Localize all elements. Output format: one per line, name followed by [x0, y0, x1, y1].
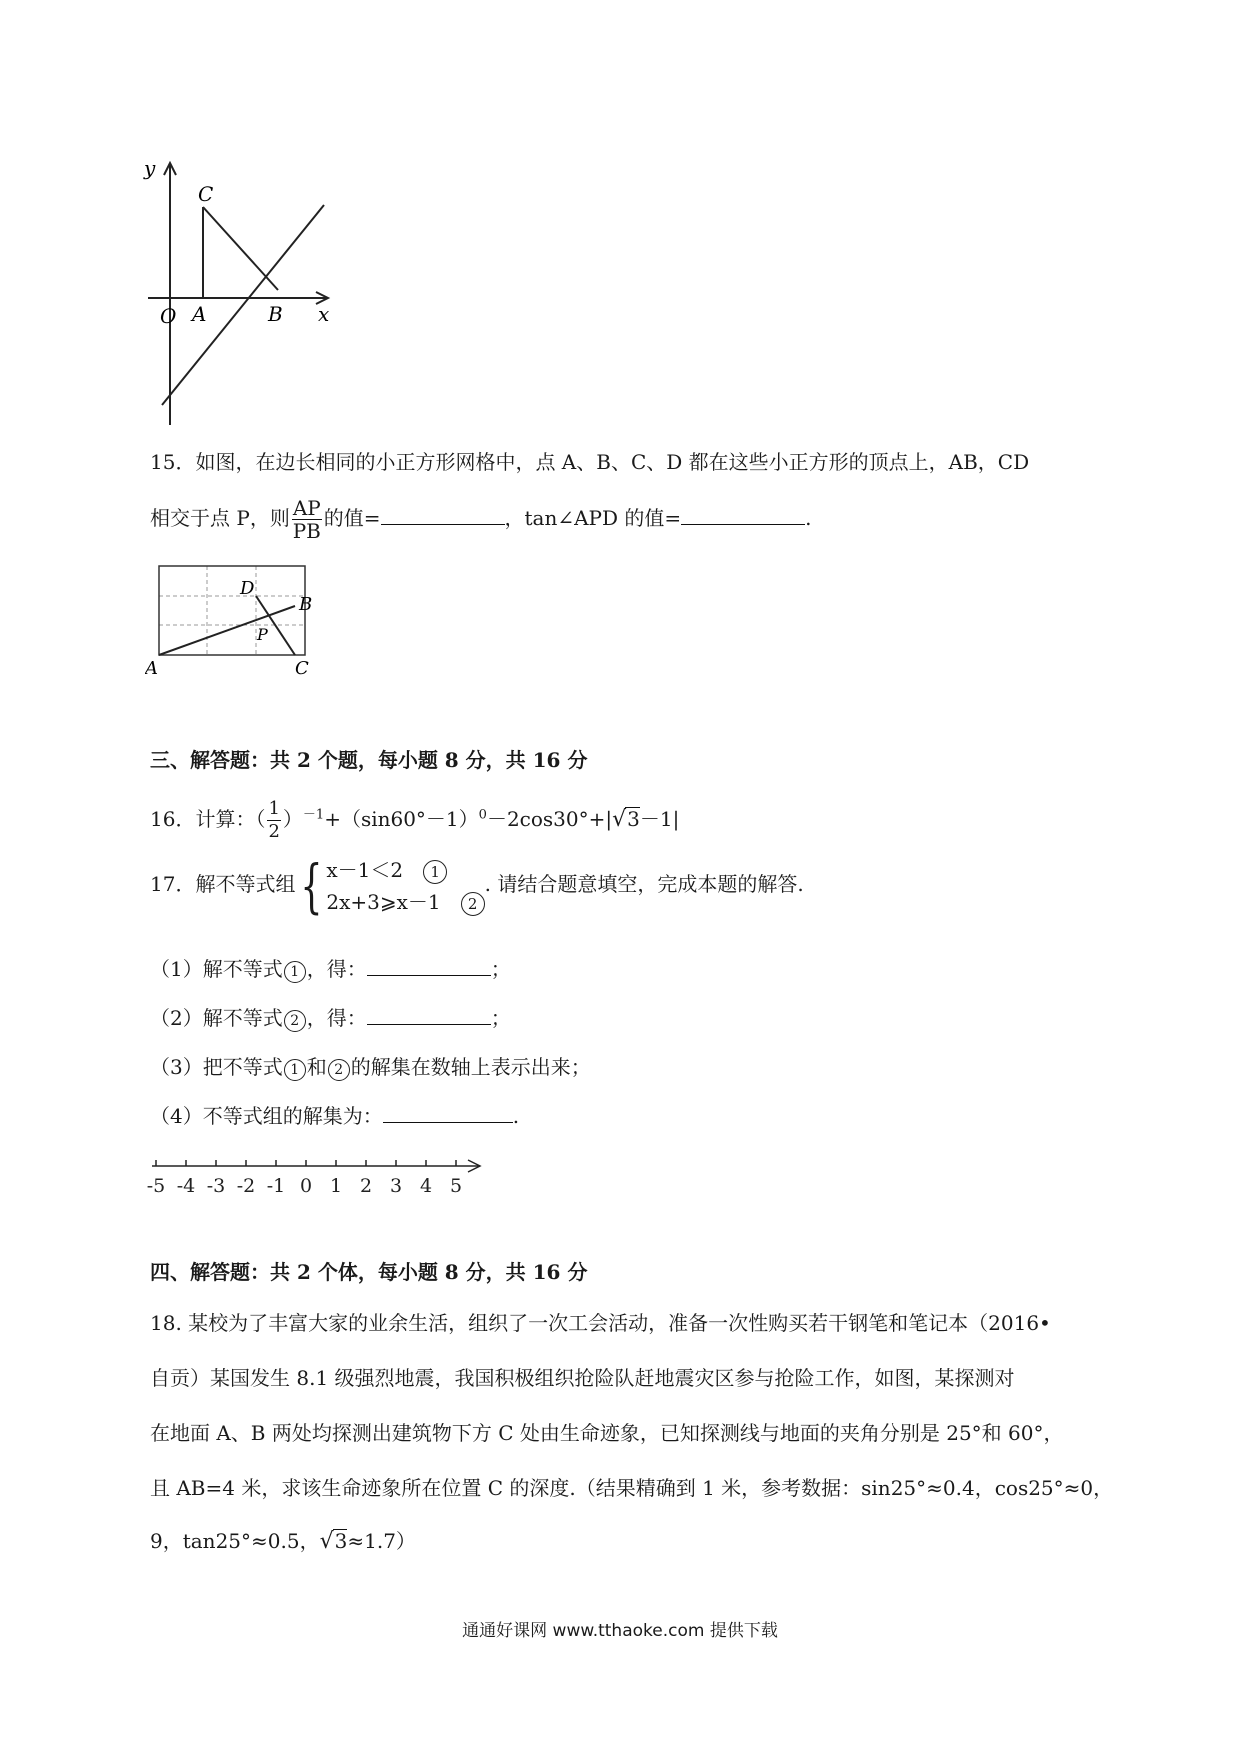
circled-2-icon: 2 — [284, 1010, 306, 1032]
label-p: P — [257, 625, 268, 644]
fraction-denominator: 2 — [268, 821, 280, 842]
q16-line — [150, 798, 679, 843]
inequality-2 — [326, 886, 484, 918]
item3-and: 和 — [306, 1055, 327, 1079]
sqrt-radicand: 3 — [334, 1529, 348, 1553]
label-a: A — [145, 658, 158, 676]
circled-2-icon: 2 — [328, 1059, 350, 1081]
item2-text: （2）解不等式 — [150, 1006, 283, 1030]
section-4-heading: 四、解答题：共 2 个体，每小题 8 分，共 16 分 — [150, 1260, 588, 1284]
q18-line5 — [150, 1527, 416, 1556]
q15-tan-label: ，tan∠APD 的值= — [504, 506, 682, 530]
circled-1-icon: 1 — [284, 1059, 306, 1081]
q16-term-cos: －2cos30°+| — [486, 807, 613, 831]
label-x: x — [318, 302, 330, 326]
section-3-heading: 三、解答题：共 2 个题，每小题 8 分，共 16 分 — [150, 748, 588, 772]
q17-item4 — [150, 1102, 519, 1130]
label-y: y — [144, 156, 156, 180]
q15-text: 相交于点 P，则 — [150, 506, 290, 530]
q18-line3: 在地面 A、B 两处均探测出建筑物下方 C 处由生命迹象，已知探测线与地面的夹角分别是 25°和 60°， — [150, 1421, 1064, 1445]
brace-icon: { — [300, 851, 323, 920]
item3-text: （3）把不等式 — [150, 1055, 283, 1079]
circled-2-icon: 2 — [461, 892, 485, 916]
q16-prefix: 16．计算：（ — [150, 807, 266, 831]
answer-blank-item2[interactable] — [367, 1004, 491, 1025]
segment-ab — [159, 606, 295, 655]
inequality-system — [326, 854, 484, 918]
number-line-label: 3 — [389, 1175, 403, 1197]
answer-blank-tan[interactable] — [681, 504, 805, 525]
q16-paren: ） — [282, 807, 303, 831]
q16-exponent-zero: 0 — [478, 807, 487, 823]
q16-exponent-neg1: －1 — [302, 807, 325, 823]
grid-figure — [145, 558, 345, 676]
fraction-ap-pb — [292, 497, 322, 542]
fraction-numerator: 1 — [268, 798, 280, 819]
coordinate-figure — [140, 155, 340, 425]
label-c: C — [295, 658, 309, 676]
label-d: D — [240, 578, 255, 599]
q17-item1 — [150, 955, 511, 983]
sqrt-radicand: 3 — [627, 807, 640, 831]
item1-get: ，得： — [306, 957, 367, 981]
label-o: O — [160, 304, 177, 328]
label-a: A — [192, 302, 207, 326]
circled-1-icon: 1 — [284, 961, 306, 983]
item2-end: ； — [490, 1006, 511, 1030]
q17-prefix: 17．解不等式组 — [150, 872, 296, 896]
inequality-2-text: 2x+3⩾x－1 — [326, 889, 441, 914]
item3-rest: 的解集在数轴上表示出来； — [350, 1055, 591, 1079]
q17-item2 — [150, 1004, 511, 1032]
q15-value-label: 的值= — [323, 506, 381, 530]
item4-end: . — [512, 1104, 520, 1128]
q18-line5-text: 9，tan25°≈0.5， — [150, 1529, 320, 1553]
inequality-1-text: x－1＜2 — [326, 857, 404, 882]
fraction-numerator: AP — [292, 496, 321, 520]
item2-get: ，得： — [306, 1006, 367, 1030]
number-line-label: 2 — [359, 1175, 373, 1197]
number-line-label: 5 — [449, 1175, 463, 1197]
q16-term-end: －1| — [639, 807, 680, 831]
q18-line2: 自贡）某国发生 8.1 级强烈地震，我国积极组织抢险队赶地震灾区参与抢险工作，如图，某探测对 — [150, 1366, 1015, 1390]
item1-text: （1）解不等式 — [150, 957, 283, 981]
fraction-denominator: PB — [292, 519, 321, 543]
q15-line1: 15．如图，在边长相同的小正方形网格中，点 A、B、C、D 都在这些小正方形的顶点上，AB，CD — [150, 450, 1030, 474]
number-line-label: 4 — [419, 1175, 433, 1197]
number-line — [146, 1148, 486, 1204]
q17-line — [150, 852, 804, 918]
number-line-label: 1 — [329, 1175, 343, 1197]
number-line-label: -2 — [236, 1175, 256, 1197]
q17-item3 — [150, 1053, 591, 1081]
fraction-one-half — [267, 798, 280, 843]
number-line-label: 0 — [299, 1175, 313, 1197]
inequality-1 — [326, 854, 484, 886]
diagonal-line — [162, 205, 324, 405]
item1-end: ； — [490, 957, 511, 981]
label-c: C — [198, 182, 214, 206]
q15-line2 — [150, 497, 812, 542]
number-line-label: -3 — [206, 1175, 226, 1197]
q16-term-sin: +（sin60°－1） — [324, 807, 479, 831]
sqrt-icon: √ — [612, 807, 627, 832]
segment-cb — [203, 207, 278, 290]
label-b: B — [268, 302, 283, 326]
number-line-label: -5 — [146, 1175, 166, 1197]
q18-line1: 18. 某校为了丰富大家的业余生活，组织了一次工会活动，准备一次性购买若干钢笔和笔记本（2016• — [150, 1311, 1051, 1335]
answer-blank-item1[interactable] — [367, 955, 491, 976]
q17-suffix: . 请结合题意填空，完成本题的解答. — [484, 872, 804, 896]
q15-end: . — [805, 506, 812, 530]
page-footer: 通通好课网 www.tthaoke.com 提供下载 — [462, 1621, 778, 1641]
number-line-label: -1 — [266, 1175, 286, 1197]
number-line-label: -4 — [176, 1175, 196, 1197]
item4-text: （4）不等式组的解集为： — [150, 1104, 383, 1128]
answer-blank-item4[interactable] — [383, 1102, 513, 1123]
sqrt-icon: √ — [319, 1529, 334, 1554]
label-b: B — [299, 594, 313, 615]
circled-1-icon: 1 — [423, 860, 447, 884]
q18-line5-end: ≈1.7） — [347, 1529, 416, 1553]
q18-line4: 且 AB=4 米，求该生命迹象所在位置 C 的深度.（结果精确到 1 米，参考数据：sin25°≈0.4，cos25°≈0， — [150, 1476, 1114, 1500]
answer-blank-ratio[interactable] — [381, 504, 505, 525]
